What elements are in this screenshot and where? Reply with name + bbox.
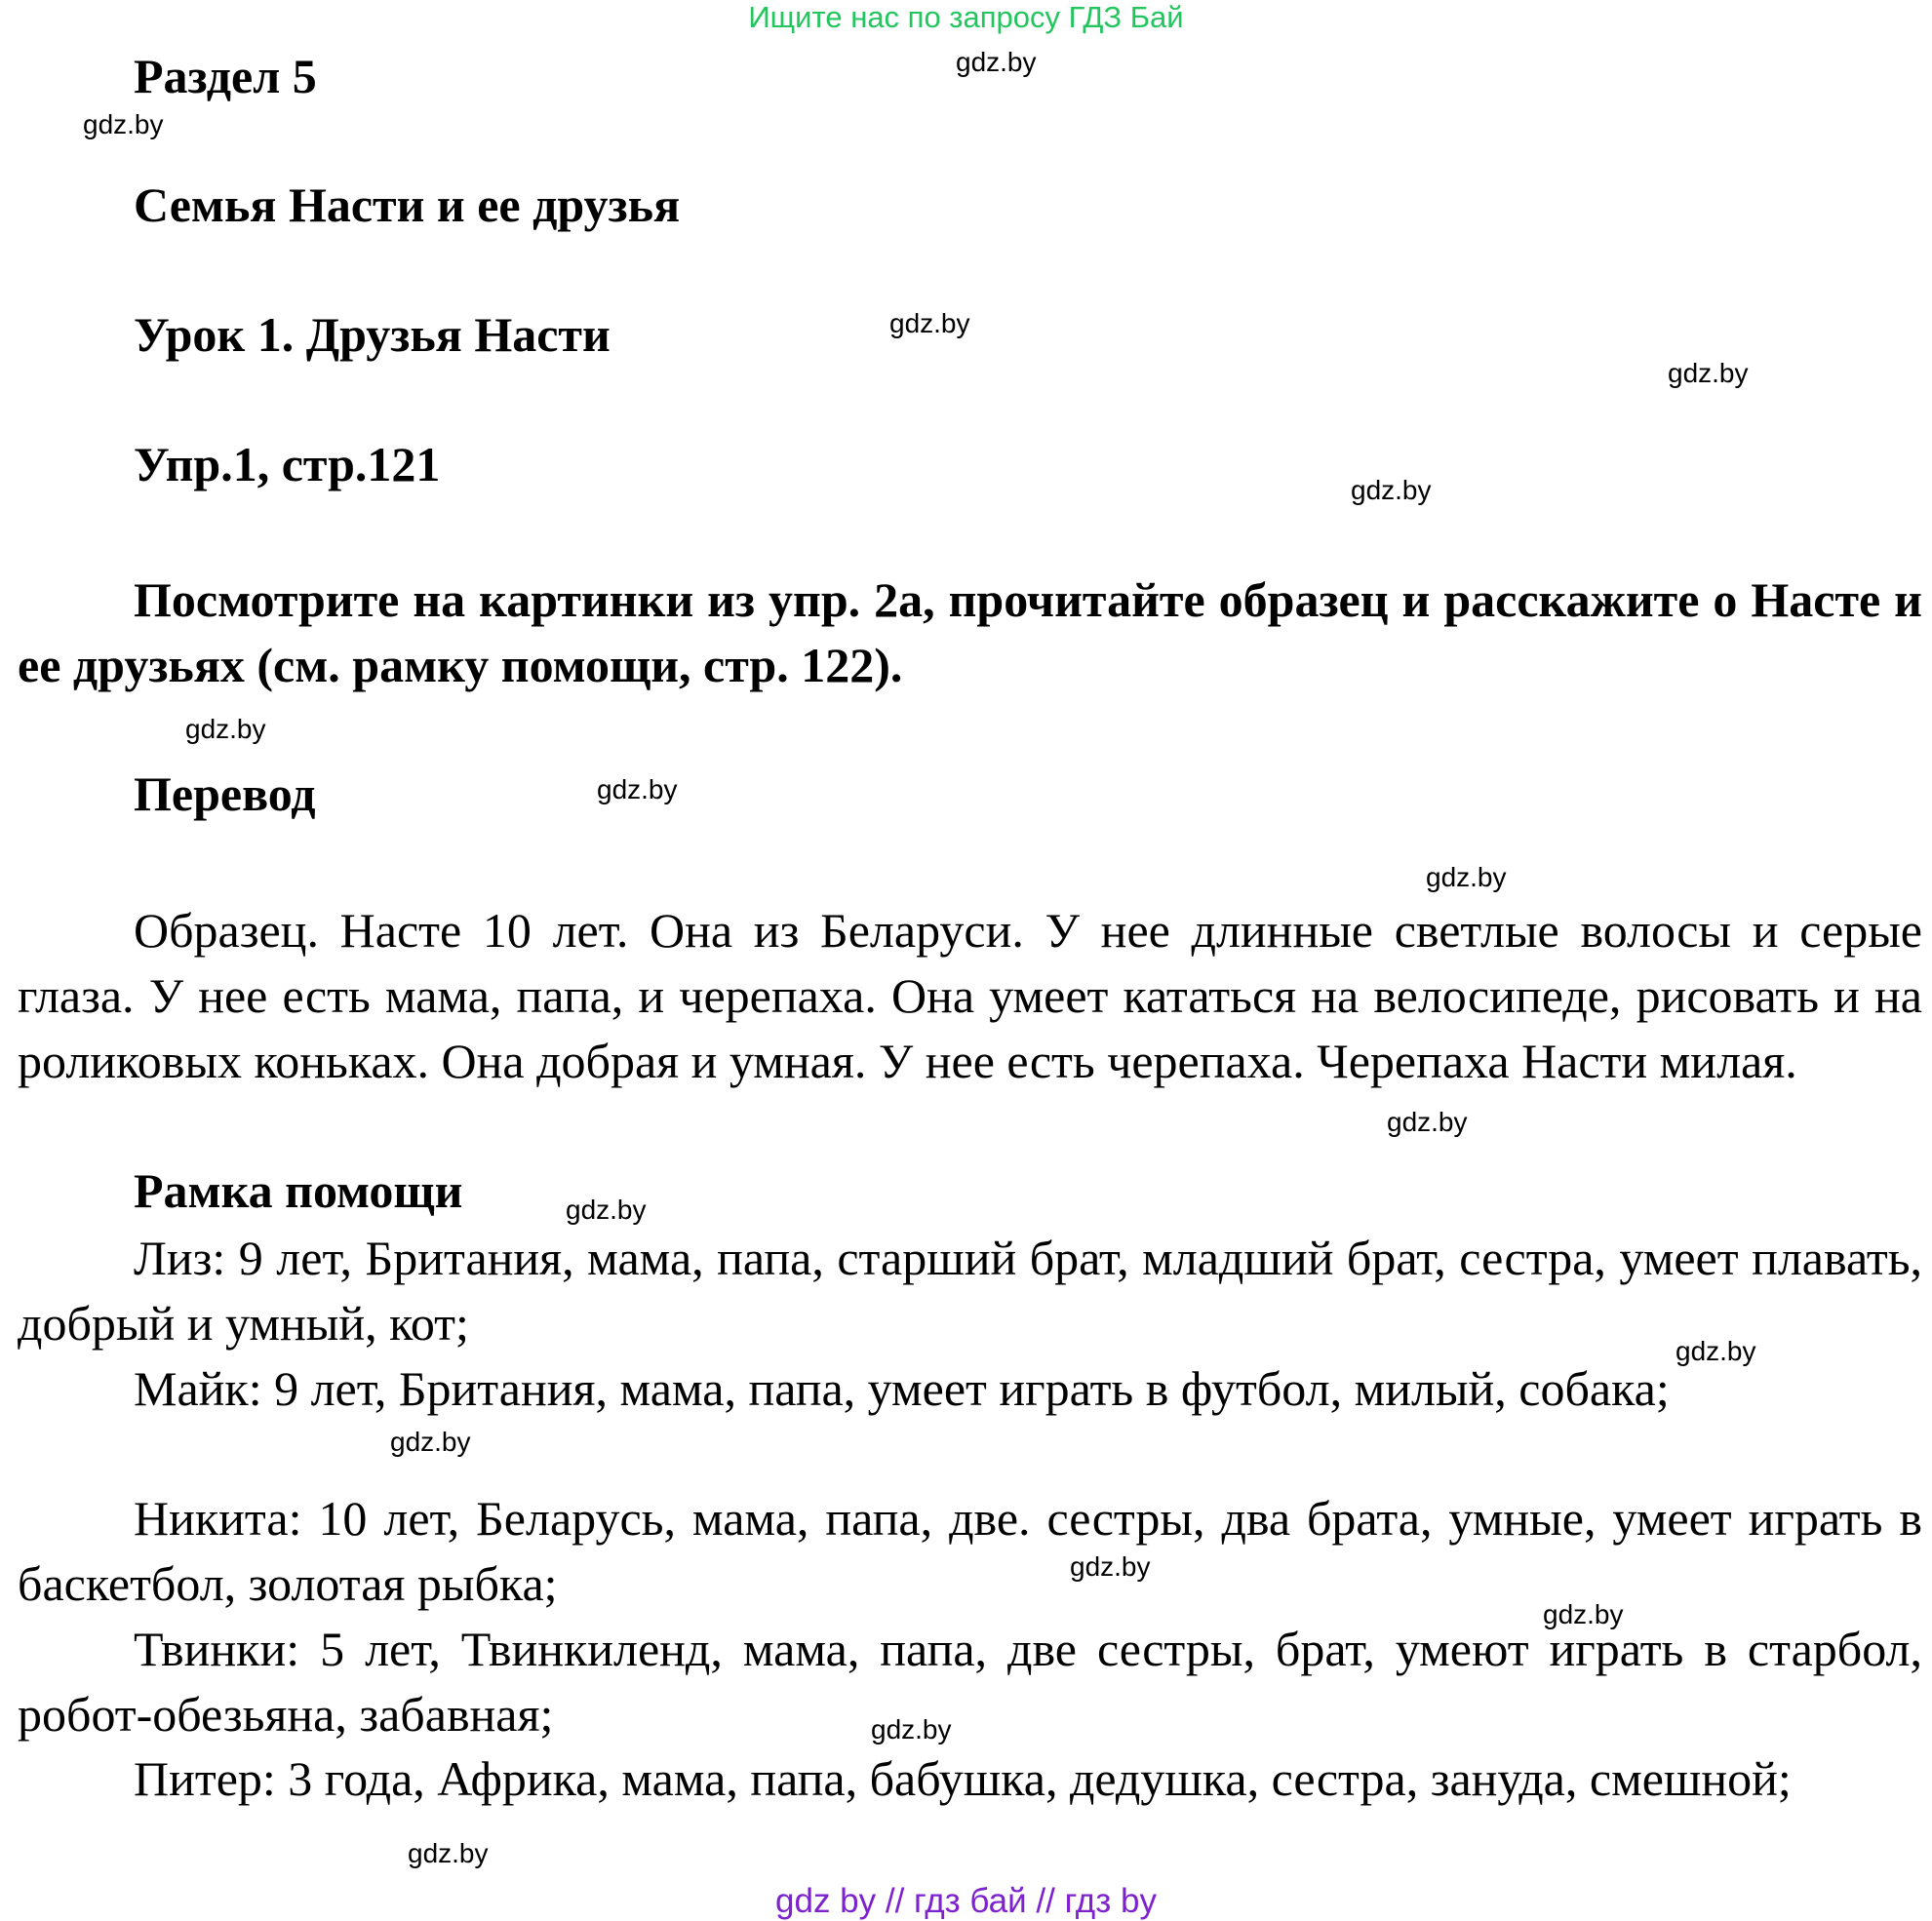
watermark: gdz.by — [1668, 358, 1749, 388]
footer-watermark: gdz by // гдз бай // гдз by — [775, 1882, 1157, 1920]
watermark: gdz.by — [956, 47, 1037, 77]
watermark: gdz.by — [566, 1195, 647, 1225]
translation-title: Перевод — [134, 766, 316, 821]
help-item-mike: Майк: 9 лет, Британия, мама, папа, умеет играть в футбол, милый, собака; — [134, 1361, 1670, 1416]
watermark: gdz.by — [390, 1427, 471, 1457]
watermark: gdz.by — [1543, 1599, 1624, 1629]
watermark: gdz.by — [597, 774, 678, 804]
watermark: gdz.by — [408, 1838, 489, 1868]
lesson-title: Урок 1. Друзья Насти — [134, 307, 611, 362]
watermark: gdz.by — [1070, 1551, 1151, 1582]
task-instruction: Посмотрите на картинки из упр. 2а, прочитайте образец и расскажите о Насте и ее друзьях (см. рамку помощи, стр. 122). — [18, 572, 1922, 692]
watermark: gdz.by — [871, 1714, 952, 1745]
help-box-title: Рамка помощи — [134, 1163, 463, 1218]
watermark: gdz.by — [83, 109, 164, 139]
help-item-twinkie: Твинки: 5 лет, Твинкиленд, мама, папа, две сестры, брат, умеют играть в старбол, робот-обезьяна, забавная; — [18, 1622, 1922, 1742]
watermark: gdz.by — [889, 308, 970, 338]
topic-title: Семья Насти и ее друзья — [134, 177, 681, 232]
watermark: gdz.by — [1387, 1107, 1468, 1137]
watermark: gdz.by — [1676, 1336, 1756, 1366]
watermark: gdz.by — [185, 714, 266, 744]
exercise-title: Упр.1, стр.121 — [134, 437, 441, 491]
help-item-liz: Лиз: 9 лет, Британия, мама, папа, старший брат, младший брат, сестра, умеет плавать, добрый и умный, кот; — [18, 1231, 1922, 1351]
section-title: Раздел 5 — [134, 49, 317, 103]
help-item-nikita: Никита: 10 лет, Беларусь, мама, папа, две. сестры, два брата, умные, умеет играть в баскетбол, золотая рыбка; — [18, 1491, 1922, 1611]
watermark: gdz.by — [1351, 475, 1432, 505]
watermark: gdz.by — [1426, 862, 1507, 892]
help-item-peter: Питер: 3 года, Африка, мама, папа, бабушка, дедушка, сестра, зануда, смешной; — [134, 1751, 1792, 1806]
search-hint-banner: Ищите нас по запросу ГДЗ Бай — [748, 0, 1184, 34]
sample-paragraph: Образец. Насте 10 лет. Она из Беларуси. У нее длинные светлые волосы и серые глаза. У нее есть мама, папа, и черепаха. Она умеет кататься на велосипеде, рисовать и на роликовых коньках. Она добрая и умная. У нее есть черепаха. Черепаха Насти милая. — [18, 903, 1922, 1088]
